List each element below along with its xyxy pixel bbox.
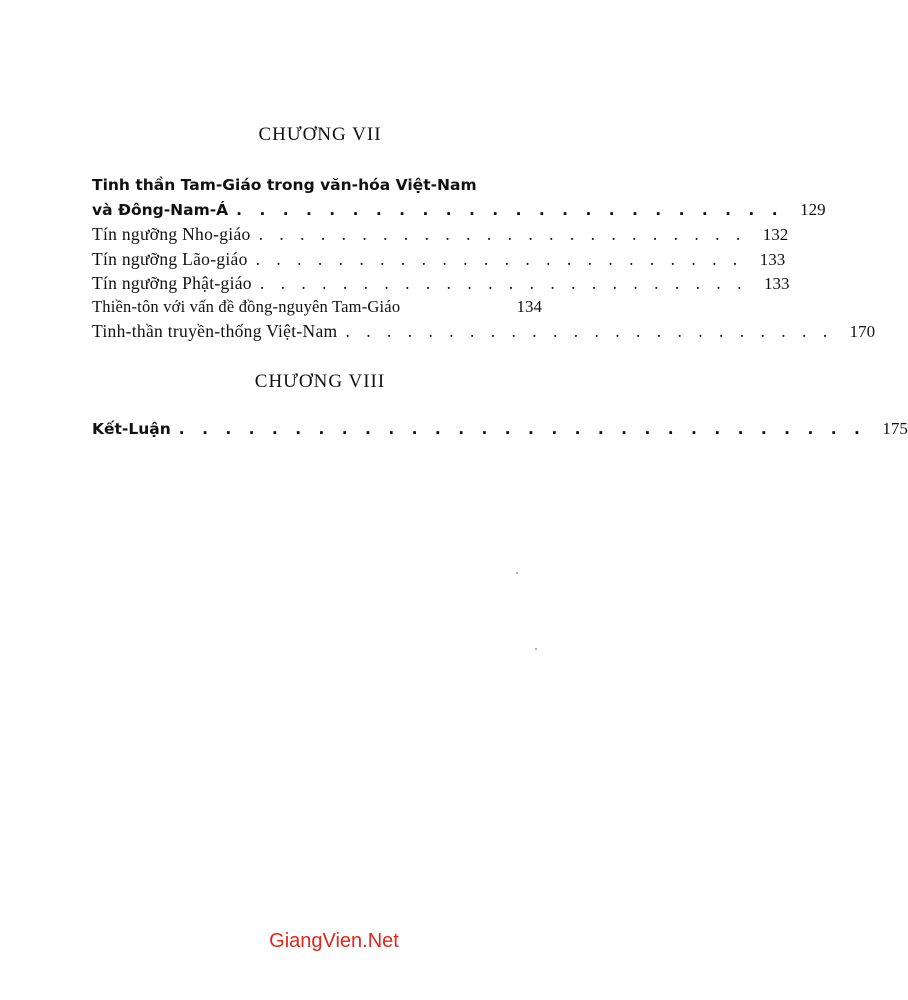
chapter-vii-section-title-line2: và Đông-Nam-Á <box>92 201 229 219</box>
chapter-vii-section-title-line1: Tinh thần Tam-Giáo trong văn-hóa Việt-Nam <box>92 176 477 194</box>
dot-leader: . . . . . . . . . . . . . . . . . . . . . . . . <box>345 321 834 341</box>
toc-entry <box>92 297 542 317</box>
dot-leader: . . . . . . . . . . . . . . . . . . . . . . . . <box>255 249 744 269</box>
toc-entry-label: Tinh-thần truyền-thống Việt-Nam <box>92 321 338 341</box>
chapter-vii-heading: CHƯƠNG VII <box>258 124 382 145</box>
watermark: GiangVien.Net <box>269 930 399 952</box>
page-number: 129 <box>800 200 826 219</box>
toc-entry <box>92 224 789 245</box>
chapter-viii-heading: CHƯƠNG VIII <box>254 371 386 392</box>
dot-leader: . . . . . . . . . . . . . . . . . . . . . . . . <box>258 224 747 244</box>
page-number: 132 <box>762 225 789 244</box>
page-number: 175 <box>882 419 908 438</box>
dot-leader: . . . . . . . . . . . . . . . . . . . . . . . . <box>236 201 784 219</box>
toc-entry-label: Thiền-tôn với vấn đề đồng-nguyên Tam-Giáo <box>92 297 401 316</box>
paper-speck <box>516 572 518 574</box>
dot-leader: . . . . . . . . . . . . . . . . . . . . . . . . <box>259 273 748 293</box>
page-number: 133 <box>759 250 786 269</box>
toc-entry-chapter-viii <box>92 419 908 439</box>
dot-leader: . . . . . . . . . . . . . . . . . . . . . . . . . . . . . . <box>178 420 866 438</box>
toc-entry <box>92 249 786 270</box>
toc-entry <box>92 321 876 342</box>
toc-entry-label: Tín ngưỡng Nho-giáo <box>92 224 251 244</box>
toc-entry <box>92 273 790 294</box>
toc-entry-chapter-vii-main <box>92 200 826 220</box>
page-number: 170 <box>849 322 876 341</box>
page-number: 133 <box>764 274 790 293</box>
toc-entry-label: Kết-Luận <box>92 420 171 438</box>
paper-speck <box>535 648 537 650</box>
toc-entry-label: Tín ngưỡng Lão-giáo <box>92 249 248 269</box>
page-number: 134 <box>516 297 542 316</box>
toc-entry-label: Tín ngưỡng Phật-giáo <box>92 273 252 293</box>
